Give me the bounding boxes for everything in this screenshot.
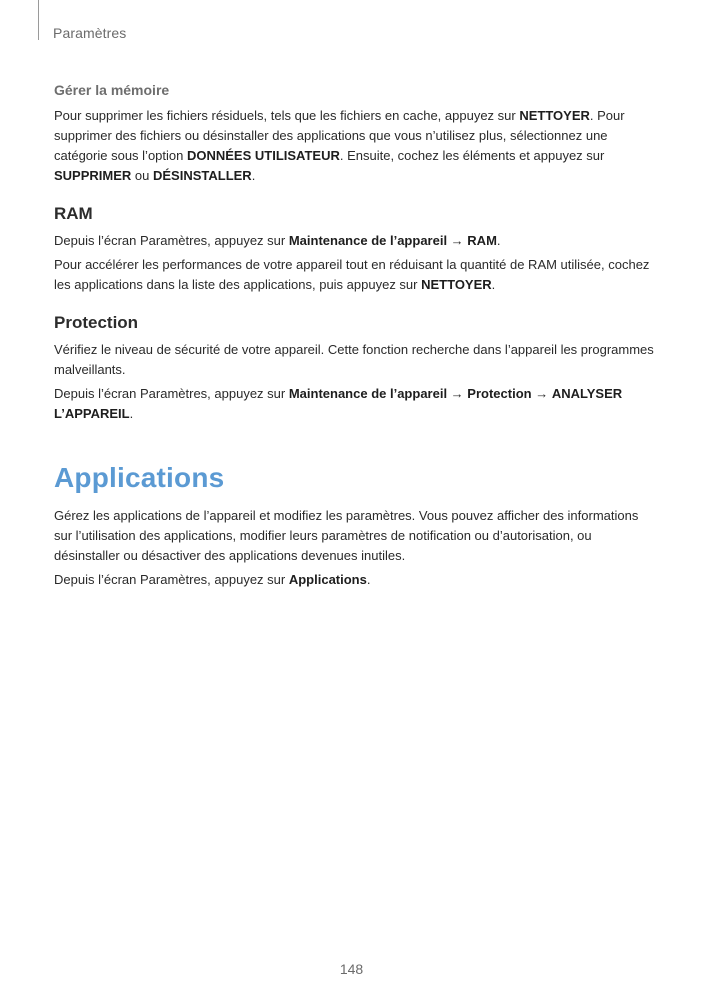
- memory-text: Pour supprimer les fichiers résiduels, tels que les fichiers en cache, appuyez sur: [54, 108, 520, 123]
- applications-paragraph-2: [54, 570, 654, 590]
- applications-paragraph-1: Gérez les applications de l’appareil et modifiez les paramètres. Vous pouvez afficher des informations sur l’utilisation des applications, modifier leurs paramètres de notification ou d’autorisation, ou désinstaller ou désactiver des applications devenues inutiles.: [54, 508, 639, 563]
- memory-text: ou: [131, 168, 153, 183]
- arrow-icon: →: [531, 386, 552, 401]
- memory-text: .: [251, 168, 256, 183]
- page-number: 148: [339, 961, 364, 977]
- protection-paragraph-2: [54, 384, 654, 424]
- ram-text: Pour accélérer les performances de votre appareil tout en réduisant la quantité de RAM utilisée, cochez les applications dans la liste des applications, puis appuyez sur: [54, 257, 650, 292]
- ram-heading: RAM: [54, 204, 93, 223]
- ram-paragraph-2: [54, 255, 654, 295]
- protection-heading: Protection: [54, 313, 139, 332]
- applications-heading: Applications: [54, 462, 225, 493]
- applications-label: Applications: [288, 572, 367, 587]
- memory-text: . Pour supprimer des fichiers ou désinstaller des applications que vous n’utilisez plus, sélectionnez une catégorie sous l’option: [54, 108, 625, 163]
- donnees-utilisateur-label: DONNÉES UTILISATEUR: [186, 148, 340, 163]
- protection-text: Depuis l’écran Paramètres, appuyez sur: [54, 386, 289, 401]
- ram-text: .: [491, 277, 496, 292]
- nettoyer-label: NETTOYER: [421, 277, 492, 292]
- applications-text: Depuis l’écran Paramètres, appuyez sur: [54, 572, 289, 587]
- maintenance-label: Maintenance de l’appareil: [288, 386, 448, 401]
- ram-text: .: [496, 233, 501, 248]
- memory-text: . Ensuite, cochez les éléments et appuyez sur: [339, 148, 605, 163]
- arrow-icon: →: [447, 386, 468, 401]
- protection-text: .: [129, 406, 134, 421]
- protection-label: Protection: [467, 386, 532, 401]
- header-title: Paramètres: [53, 25, 127, 41]
- arrow-icon: →: [447, 233, 468, 248]
- analyser-label: ANALYSER L’APPAREIL: [54, 386, 623, 421]
- nettoyer-label: NETTOYER: [519, 108, 590, 123]
- protection-paragraph-1: Vérifiez le niveau de sécurité de votre appareil. Cette fonction recherche dans l’appareil les programmes malveillants.: [54, 342, 654, 377]
- header-divider: [38, 0, 39, 40]
- ram-label: RAM: [467, 233, 497, 248]
- supprimer-label: SUPPRIMER: [54, 168, 132, 183]
- page-content: [54, 82, 654, 594]
- ram-paragraph-1: [54, 231, 654, 251]
- ram-text: Depuis l’écran Paramètres, appuyez sur: [54, 233, 289, 248]
- memory-heading: Gérer la mémoire: [54, 82, 170, 98]
- desinstaller-label: DÉSINSTALLER: [152, 168, 252, 183]
- maintenance-label: Maintenance de l’appareil: [288, 233, 448, 248]
- applications-text: .: [366, 572, 371, 587]
- memory-paragraph: [54, 106, 654, 186]
